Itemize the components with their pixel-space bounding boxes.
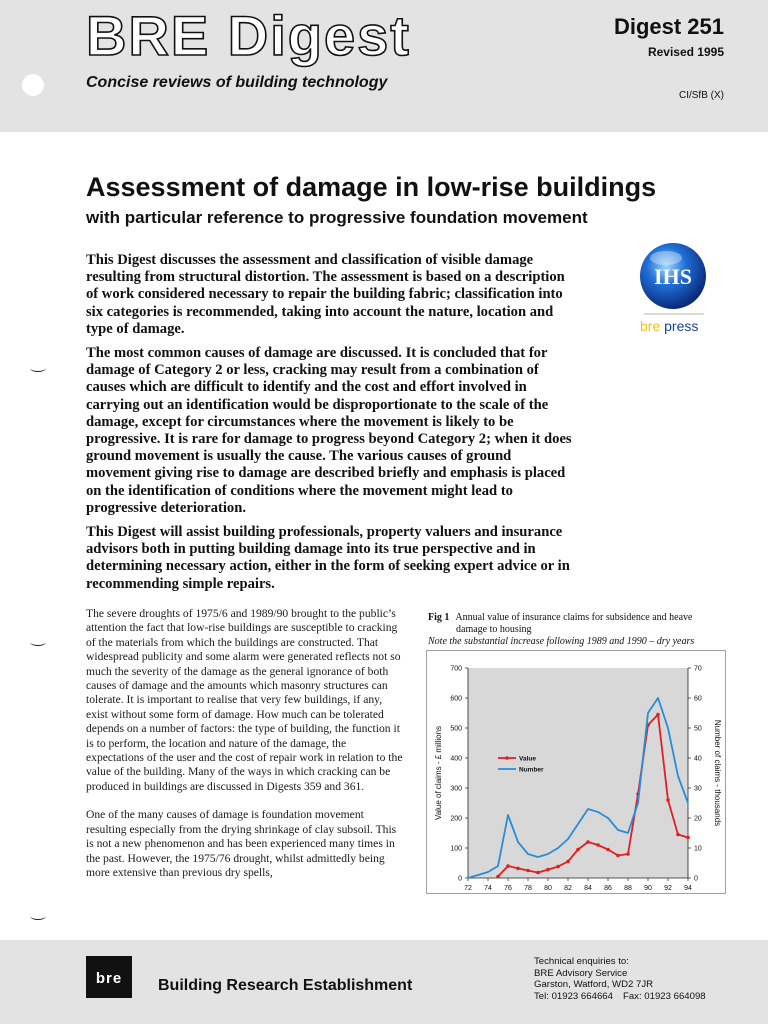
value-point — [566, 860, 570, 864]
value-point — [526, 869, 530, 873]
y-axis-label: Value of claims - £ millions — [434, 725, 443, 821]
figure-caption-line2: damage to housing — [456, 624, 532, 635]
value-point — [656, 713, 660, 717]
y2-tick-label: 70 — [694, 665, 702, 673]
summary — [86, 252, 572, 600]
y-tick-label: 200 — [450, 815, 462, 823]
legend-label-number: Number — [519, 766, 544, 774]
contact-tel: Tel: 01923 664664 — [534, 990, 613, 1002]
value-point — [626, 852, 630, 856]
bre-press-press: press — [664, 318, 699, 334]
figure-caption — [428, 612, 728, 648]
margin-mark — [30, 638, 46, 646]
x-tick-label: 92 — [664, 885, 672, 892]
value-point — [676, 833, 680, 837]
x-tick-label: 78 — [524, 885, 532, 892]
x-tick-label: 80 — [544, 885, 552, 892]
x-tick-label: 76 — [504, 885, 512, 892]
contact-heading: Technical enquiries to: — [534, 956, 629, 967]
x-tick-label: 72 — [464, 885, 472, 892]
summary-paragraph: This Digest discusses the assessment and classification of visible damage resulting from structural distortion. The assessment is based on a description of work considered necessary to repair the building fabric; classification into six categories is recommended, taking into account the nature, location and type of damage. — [86, 252, 565, 337]
y2-tick-label: 0 — [694, 875, 698, 883]
digest-number: Digest 251 — [613, 14, 724, 39]
value-point — [536, 871, 540, 875]
y-tick-label: 300 — [450, 785, 462, 793]
figure-note: Note the substantial increase following 1989 and 1990 – dry years — [428, 636, 695, 647]
bre-logo-text: bre — [95, 970, 123, 987]
value-point — [506, 864, 510, 868]
y2-tick-label: 30 — [694, 785, 702, 793]
y2-axis-label: Number of claims - thousands — [713, 719, 722, 827]
y-tick-label: 400 — [450, 755, 462, 763]
ihs-logo-text: IHS — [654, 264, 692, 289]
y2-tick-label: 10 — [694, 845, 702, 853]
value-point — [686, 836, 690, 840]
claims-chart-svg — [426, 650, 726, 894]
punch-hole — [22, 74, 44, 96]
value-point — [516, 867, 520, 871]
contact-address: Garston, Watford, WD2 7JR — [534, 979, 654, 991]
value-point — [546, 868, 550, 872]
x-tick-label: 74 — [484, 885, 492, 892]
classification-code: CI/SfB (X) — [678, 90, 724, 101]
article-subtitle: with particular reference to progressive foundation movement — [86, 208, 588, 227]
x-tick-label: 90 — [644, 885, 652, 892]
bre-press-logo — [640, 318, 698, 334]
value-point — [596, 843, 600, 847]
article-title: Assessment of damage in low-rise buildings — [86, 172, 657, 202]
claims-chart — [426, 650, 726, 894]
x-tick-label: 94 — [684, 885, 692, 892]
y-tick-label: 700 — [450, 665, 462, 673]
y2-tick-label: 60 — [694, 695, 702, 703]
bre-press-bre: bre — [640, 318, 661, 334]
y-tick-label: 600 — [450, 695, 462, 703]
contact-fax: Fax: 01923 664098 — [622, 990, 706, 1002]
value-point — [556, 865, 560, 869]
body-paragraph: One of the many causes of damage is foundation movement resulting especially from the drying shrinkage of clay subsoil. This is not a new phenomenon and has been experienced many times in the past. However, the 1975/76 drought, whilst admittedly being more extensive than previous dry spells, — [86, 808, 397, 879]
y-tick-label: 0 — [458, 875, 462, 883]
x-tick-label: 84 — [584, 885, 592, 892]
contact-phone-line — [534, 991, 706, 1003]
margin-mark — [30, 364, 46, 372]
y2-tick-label: 50 — [694, 725, 702, 733]
contact-block — [534, 956, 706, 1002]
x-tick-label: 82 — [564, 885, 572, 892]
value-point — [496, 875, 500, 879]
y-tick-label: 100 — [450, 845, 462, 853]
figure-caption-line1: Annual value of insurance claims for subsidence and heave — [455, 612, 693, 623]
figure-label: Fig 1 — [428, 612, 450, 623]
summary-paragraph: This Digest will assist building professionals, property valuers and insurance advisors both in putting building damage into its true perspective and in determining necessary action, either in the form of seeking expert advice or in recommending simple repairs. — [86, 524, 570, 592]
contact-org: BRE Advisory Service — [534, 967, 628, 979]
value-point — [616, 854, 620, 858]
value-point — [586, 840, 590, 844]
summary-paragraph: The most common causes of damage are discussed. It is concluded that for damage of Category 2 or less, cracking may result from a combination of causes which are difficult to identify and the cost and effort involved in carrying out an identification would be disproportionate to the scale of the damage, except for circumstances where the movement is likely to be progressive. It is rare for damage to progress beyond Category 2; when it does ground movement is usually the cause. The various causes of ground movement giving rise to damage are described briefly and emphasis is placed on the identification of conditions where the movement might lead to progressive deterioration. — [86, 345, 572, 516]
ihs-globe-icon — [634, 240, 712, 318]
value-point — [666, 798, 670, 802]
legend-marker — [505, 756, 509, 760]
value-point — [606, 848, 610, 852]
body-paragraph: The severe droughts of 1975/6 and 1989/90 brought to the public’s attention the fact that low-rise buildings are susceptible to cracking of the materials from which the buildings are constructed. That widespread publicity and some alarm were generated reflects not so much the severity of the damage as the general ignorance of both causes of damage and the amounts which masonry structures can tolerate. It is important to realise that very few buildings, if any, exist without some form of damage. How much can be tolerated depends on a number of factors: the type of building, the function it is to perform, the location and nature of the damage, the expectations of the user and the cost of repair work in relation to the value of the building. Many of the ways in which cracking can be produced in buildings are discussed in Digests 359 and 361. — [86, 607, 403, 793]
value-point — [576, 848, 580, 852]
organisation-name: Building Research Establishment — [158, 977, 413, 994]
legend-label-value: Value — [519, 755, 536, 763]
y2-tick-label: 40 — [694, 755, 702, 763]
digest-logo-title: BRE Digest — [86, 4, 411, 67]
y2-tick-label: 20 — [694, 815, 702, 823]
x-tick-label: 88 — [624, 885, 632, 892]
tagline: Concise reviews of building technology — [86, 74, 388, 91]
body-text — [86, 607, 404, 894]
revised-date: Revised 1995 — [647, 45, 724, 59]
margin-mark — [30, 912, 46, 920]
x-tick-label: 86 — [604, 885, 612, 892]
y-tick-label: 500 — [450, 725, 462, 733]
